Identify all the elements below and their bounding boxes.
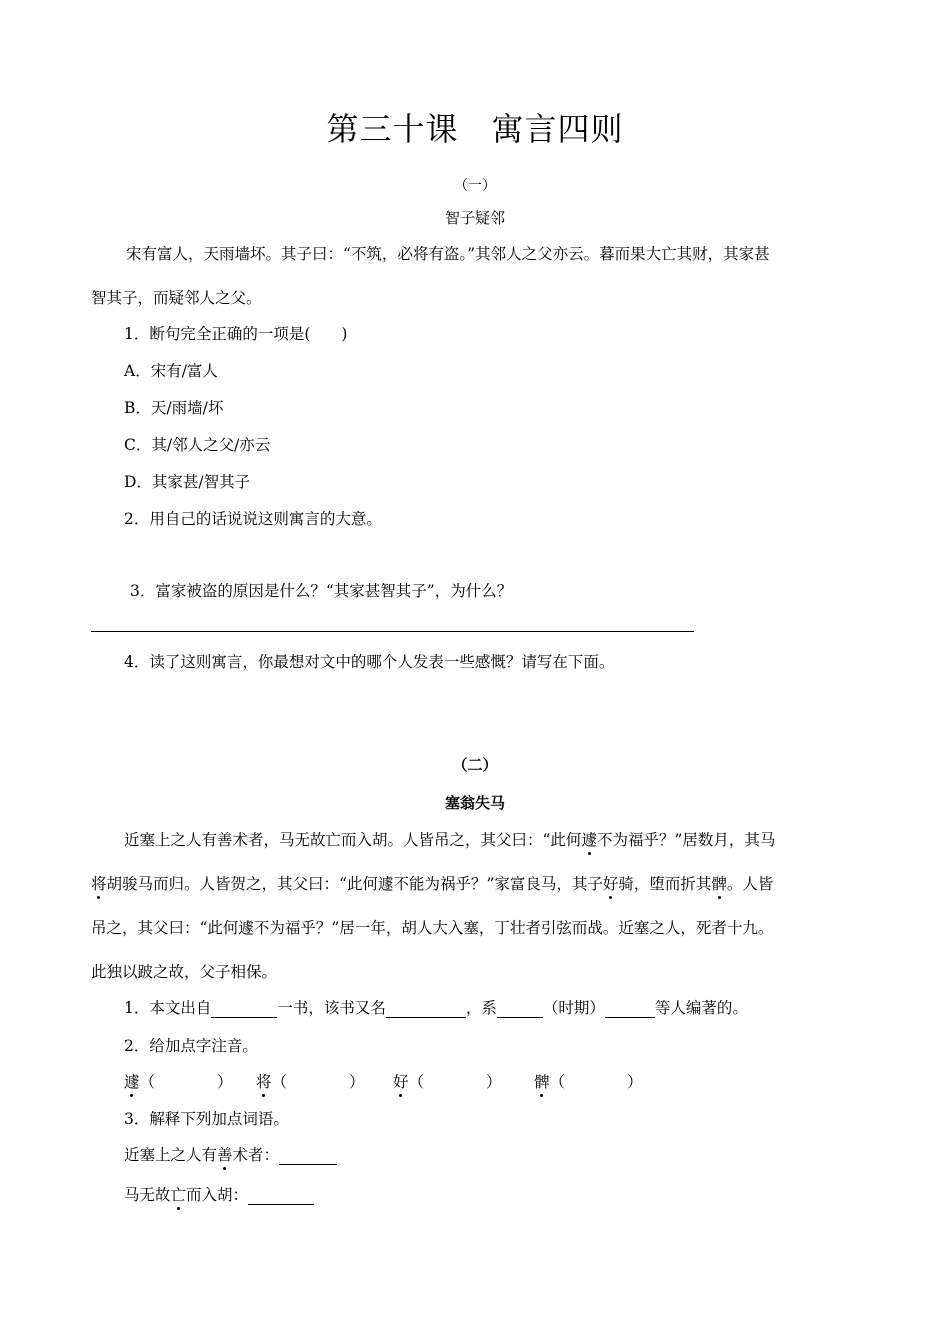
explain-item-1: 近塞上之人有善术者： xyxy=(124,1143,337,1165)
fill-blank[interactable] xyxy=(248,1186,314,1205)
s1-question-3: 3．富家被盗的原因是什么？“其家甚智其子”，为什么？ xyxy=(130,582,513,600)
dotted-char: 将 xyxy=(91,872,107,894)
passage2-line1: 近塞上之人有善术者，马无故亡而入胡。人皆吊之，其父曰：“此何遽不为福乎？”居数月，其马 xyxy=(124,828,775,850)
s1-question-1: 1．断句完全正确的一项是( ) xyxy=(124,325,348,343)
fill-blank[interactable] xyxy=(211,999,277,1018)
pinyin-item: 遽（ ） xyxy=(124,1070,233,1092)
page-title: 第三十课 寓言四则 xyxy=(326,110,624,148)
s1-option-b: B．天/雨墙/坏 xyxy=(124,399,224,417)
passage1-line2: 智其子，而疑邻人之父。 xyxy=(91,289,262,307)
dotted-char: 好 xyxy=(603,872,619,894)
passage2-line3: 吊之，其父曰：“此何遽不为福乎？”居一年，胡人大入塞，丁壮者引弦而战。近塞之人，死者十九。 xyxy=(91,919,774,937)
dotted-char: 亡 xyxy=(171,1183,187,1205)
s1-option-a: A．宋有/富人 xyxy=(124,362,218,380)
s2-question-2: 2．给加点字注音。 xyxy=(124,1037,258,1055)
fill-blank[interactable] xyxy=(386,999,466,1018)
fill-blank[interactable] xyxy=(605,999,655,1018)
dotted-char: 遽 xyxy=(581,828,597,850)
section1-heading: 智子疑邻 xyxy=(444,209,505,227)
section2-marker: （二） xyxy=(452,756,498,774)
dotted-char: 善 xyxy=(217,1143,233,1165)
s1-option-d: D．其家甚/智其子 xyxy=(124,473,251,491)
s1-option-c: C．其/邻人之父/亦云 xyxy=(124,436,271,454)
section2-heading: 塞翁失马 xyxy=(444,794,505,812)
passage2-line4: 此独以跛之故，父子相保。 xyxy=(91,963,278,981)
s1-question-2: 2．用自己的话说说这则寓言的大意。 xyxy=(124,510,382,528)
pinyin-item: 髀（ ） xyxy=(534,1070,643,1092)
passage1-line1: 宋有富人，天雨墙坏。其子曰：“不筑，必将有盗。”其邻人之父亦云。暮而果大亡其财，其家甚 xyxy=(126,245,770,263)
passage2-line2: 将胡骏马而归。人皆贺之，其父曰：“此何遽不能为祸乎？”家富良马，其子好骑，堕而折其髀。人皆 xyxy=(91,872,773,894)
section1-marker: （一） xyxy=(454,178,496,194)
fill-blank[interactable] xyxy=(497,999,543,1018)
s2-question-1: 1．本文出自 一书，该书又名 ，系 （时期） 等人编著的。 xyxy=(124,999,748,1017)
s1-question-4: 4．读了这则寓言，你最想对文中的哪个人发表一些感慨？请写在下面。 xyxy=(124,653,615,671)
s2-question-3: 3．解释下列加点词语。 xyxy=(124,1110,289,1128)
fill-blank[interactable] xyxy=(279,1146,337,1165)
dotted-char: 髀 xyxy=(711,872,727,894)
explain-item-2: 马无故亡而入胡： xyxy=(124,1183,314,1205)
pinyin-item: 将（ ） xyxy=(256,1070,365,1092)
answer-line xyxy=(91,631,694,632)
pinyin-item: 好（ ） xyxy=(393,1070,502,1092)
